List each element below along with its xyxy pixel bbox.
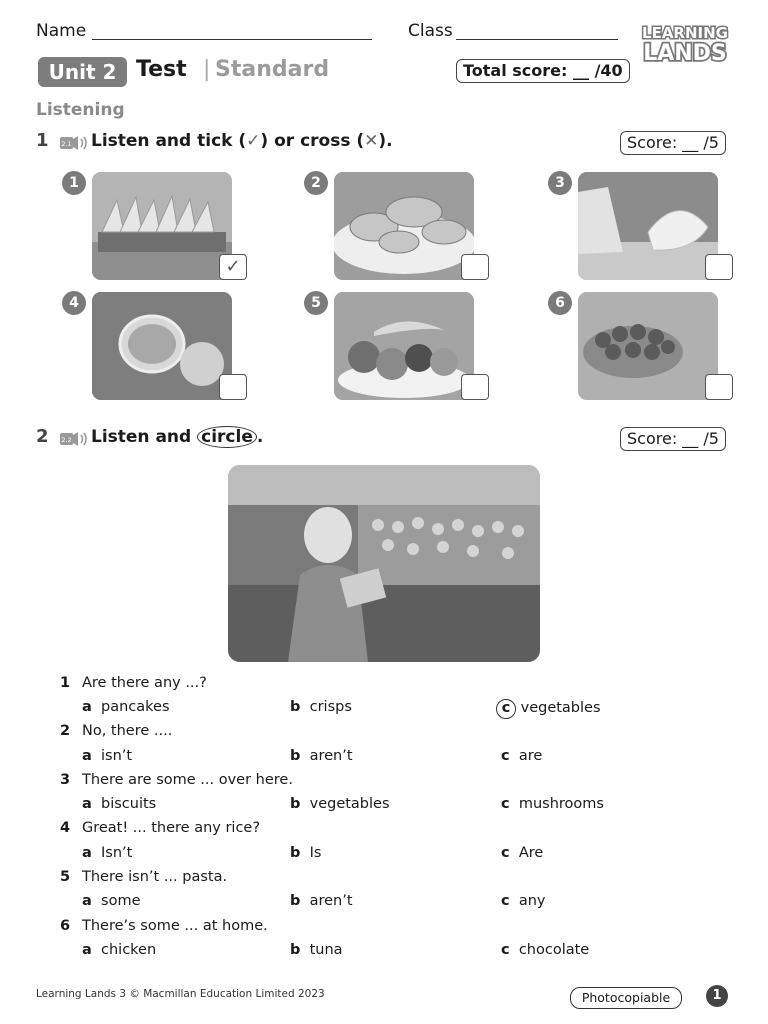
option-a[interactable]: a isn’t xyxy=(82,748,133,764)
learning-lands-logo xyxy=(636,22,734,64)
test-title: Test xyxy=(136,57,187,82)
item-prompt: There are some ... over here. xyxy=(82,772,293,788)
picture-number: 4 xyxy=(62,291,86,315)
picture-fruit xyxy=(334,292,474,400)
picture-strawberries xyxy=(578,292,718,400)
class-label: Class xyxy=(408,21,453,41)
q1-instruction: Listen and tick (✓) or cross (✕). xyxy=(91,131,393,151)
logo-top-text: LEARNING xyxy=(642,24,728,42)
item-prompt: There’s some ... at home. xyxy=(82,918,268,934)
audio-track-label: 2.2 xyxy=(61,436,72,444)
picture-number: 5 xyxy=(304,291,328,315)
title-separator: | xyxy=(203,57,211,82)
class-line[interactable] xyxy=(456,38,618,40)
q2-score-box: Score: __ /5 xyxy=(620,427,726,451)
option-a[interactable]: a chicken xyxy=(82,942,157,958)
item-prompt: Great! ... there any rice? xyxy=(82,820,261,836)
option-b[interactable]: b aren’t xyxy=(290,893,353,909)
item-prompt: Are there any ...? xyxy=(82,675,207,691)
picture-girl-in-supermarket xyxy=(228,465,540,662)
option-a[interactable]: a Isn’t xyxy=(82,845,133,861)
option-c[interactable]: c chocolate xyxy=(501,942,590,958)
total-score-box: Total score: __ /40 xyxy=(456,59,630,83)
option-c[interactable]: c Are xyxy=(501,845,544,861)
cross-symbol: ✕ xyxy=(364,131,379,151)
name-line[interactable] xyxy=(92,38,372,40)
answer-box[interactable] xyxy=(219,374,247,400)
item-number: 3 xyxy=(60,772,71,788)
q2-number: 2 xyxy=(36,426,49,447)
option-b[interactable]: b aren’t xyxy=(290,748,353,764)
item-number: 1 xyxy=(60,675,71,691)
picture-tuna xyxy=(92,292,232,400)
q1-score-box: Score: __ /5 xyxy=(620,131,726,155)
section-heading: Listening xyxy=(36,100,125,120)
audio-speaker-icon[interactable] xyxy=(60,134,88,152)
logo-bottom-text: LANDS xyxy=(643,41,727,64)
name-label: Name xyxy=(36,21,87,41)
item-number: 4 xyxy=(60,820,71,836)
answer-box[interactable] xyxy=(705,254,733,280)
picture-sandwiches xyxy=(92,172,232,280)
picture-number: 1 xyxy=(62,171,86,195)
page-number: 1 xyxy=(706,985,728,1007)
test-level: Standard xyxy=(215,57,330,82)
answer-box[interactable] xyxy=(705,374,733,400)
q1-number: 1 xyxy=(36,130,49,151)
picture-number: 2 xyxy=(304,171,328,195)
q2-instruction: Listen and circle . xyxy=(91,427,264,447)
option-b[interactable]: b vegetables xyxy=(290,796,390,812)
option-c[interactable]: c any xyxy=(501,893,546,909)
option-b[interactable]: b Is xyxy=(290,845,322,861)
picture-number: 3 xyxy=(548,171,572,195)
option-c[interactable]: c mushrooms xyxy=(501,796,604,812)
answer-box[interactable] xyxy=(461,254,489,280)
option-a[interactable]: a biscuits xyxy=(82,796,157,812)
item-number: 2 xyxy=(60,723,71,739)
option-b[interactable]: b tuna xyxy=(290,942,343,958)
answer-box[interactable]: ✓ xyxy=(219,254,247,280)
answer-box[interactable] xyxy=(461,374,489,400)
audio-speaker-icon[interactable] xyxy=(60,430,88,448)
photocopiable-badge: Photocopiable xyxy=(570,987,682,1009)
picture-cheese xyxy=(578,172,718,280)
item-prompt: No, there .... xyxy=(82,723,173,739)
item-prompt: There isn’t ... pasta. xyxy=(82,869,228,885)
unit-badge: Unit 2 xyxy=(38,57,127,87)
picture-crisps xyxy=(334,172,474,280)
option-a[interactable]: a pancakes xyxy=(82,699,170,715)
tick-symbol: ✓ xyxy=(246,131,261,151)
audio-track-label: 2.1 xyxy=(61,140,72,148)
item-number: 5 xyxy=(60,869,71,885)
picture-number: 6 xyxy=(548,291,572,315)
option-b[interactable]: b crisps xyxy=(290,699,352,715)
option-c-circled[interactable]: c vegetables xyxy=(496,699,601,719)
option-a[interactable]: a some xyxy=(82,893,141,909)
copyright-footer: Learning Lands 3 © Macmillan Education Limited 2023 xyxy=(36,988,325,1000)
option-c[interactable]: c are xyxy=(501,748,543,764)
item-number: 6 xyxy=(60,918,71,934)
